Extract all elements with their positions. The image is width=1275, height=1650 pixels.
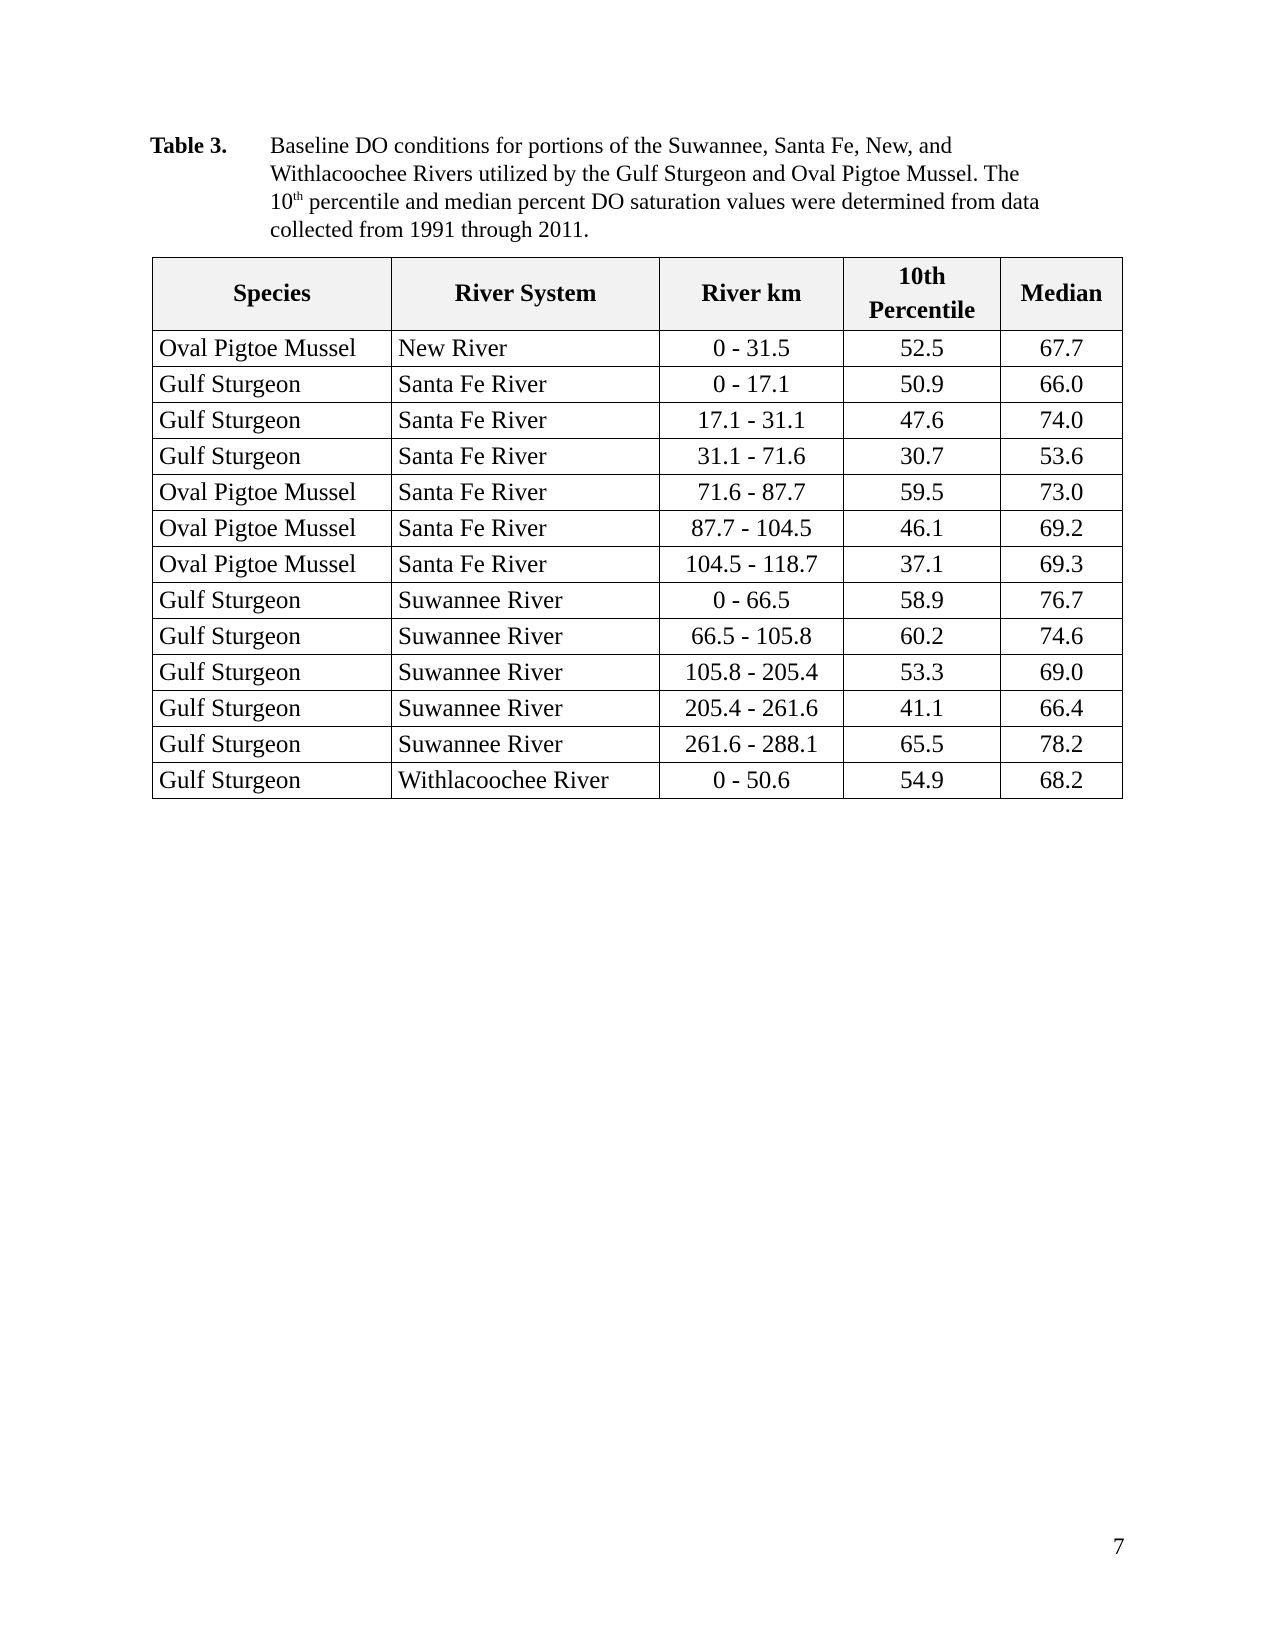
cell-species: Gulf Sturgeon xyxy=(153,763,392,799)
cell-river-km: 17.1 - 31.1 xyxy=(660,403,844,439)
cell-species: Oval Pigtoe Mussel xyxy=(153,331,392,367)
cell-species: Gulf Sturgeon xyxy=(153,367,392,403)
table-row xyxy=(153,547,1123,583)
table-caption-text xyxy=(270,132,1130,244)
table-row xyxy=(153,763,1123,799)
cell-species: Gulf Sturgeon xyxy=(153,403,392,439)
cell-species: Gulf Sturgeon xyxy=(153,439,392,475)
cell-river-system: Suwannee River xyxy=(392,583,660,619)
caption-line xyxy=(270,188,1130,216)
cell-median: 66.4 xyxy=(1001,691,1123,727)
table-row xyxy=(153,655,1123,691)
header-10th-percentile xyxy=(844,258,1001,331)
cell-river-system: Suwannee River xyxy=(392,655,660,691)
cell-river-km: 31.1 - 71.6 xyxy=(660,439,844,475)
cell-10th-percentile: 30.7 xyxy=(844,439,1001,475)
table-row xyxy=(153,619,1123,655)
cell-10th-percentile: 52.5 xyxy=(844,331,1001,367)
cell-river-system: Santa Fe River xyxy=(392,511,660,547)
do-conditions-table xyxy=(152,257,1123,799)
cell-median: 69.2 xyxy=(1001,511,1123,547)
cell-river-system: Suwannee River xyxy=(392,727,660,763)
table-row xyxy=(153,727,1123,763)
table-caption-label: Table 3. xyxy=(150,133,228,158)
table-row xyxy=(153,331,1123,367)
caption-line: Withlacoochee Rivers utilized by the Gulf Sturgeon and Oval Pigtoe Mussel. The xyxy=(270,161,1020,186)
table-row xyxy=(153,691,1123,727)
cell-river-km: 0 - 66.5 xyxy=(660,583,844,619)
cell-median: 66.0 xyxy=(1001,367,1123,403)
table-row xyxy=(153,439,1123,475)
cell-species: Oval Pigtoe Mussel xyxy=(153,547,392,583)
cell-species: Oval Pigtoe Mussel xyxy=(153,511,392,547)
cell-10th-percentile: 53.3 xyxy=(844,655,1001,691)
cell-species: Gulf Sturgeon xyxy=(153,691,392,727)
cell-median: 53.6 xyxy=(1001,439,1123,475)
table-row xyxy=(153,367,1123,403)
cell-river-system: Withlacoochee River xyxy=(392,763,660,799)
table-row xyxy=(153,475,1123,511)
cell-species: Gulf Sturgeon xyxy=(153,655,392,691)
cell-river-system: New River xyxy=(392,331,660,367)
cell-median: 73.0 xyxy=(1001,475,1123,511)
cell-river-km: 71.6 - 87.7 xyxy=(660,475,844,511)
cell-river-km: 87.7 - 104.5 xyxy=(660,511,844,547)
cell-median: 67.7 xyxy=(1001,331,1123,367)
table-row xyxy=(153,511,1123,547)
caption-number: 10 xyxy=(270,189,293,214)
header-river-km: River km xyxy=(660,258,844,331)
cell-10th-percentile: 54.9 xyxy=(844,763,1001,799)
cell-river-km: 0 - 50.6 xyxy=(660,763,844,799)
table-body xyxy=(153,331,1123,799)
table-row xyxy=(153,583,1123,619)
cell-10th-percentile: 46.1 xyxy=(844,511,1001,547)
header-10th-percentile-line2: Percentile xyxy=(868,297,976,324)
page-number: 7 xyxy=(1113,1534,1125,1559)
cell-10th-percentile: 37.1 xyxy=(844,547,1001,583)
table-row xyxy=(153,403,1123,439)
caption-line: Baseline DO conditions for portions of the Suwannee, Santa Fe, New, and xyxy=(270,133,952,158)
cell-river-km: 205.4 - 261.6 xyxy=(660,691,844,727)
header-median: Median xyxy=(1001,258,1123,331)
cell-10th-percentile: 58.9 xyxy=(844,583,1001,619)
cell-river-km: 0 - 31.5 xyxy=(660,331,844,367)
cell-river-km: 0 - 17.1 xyxy=(660,367,844,403)
cell-species: Gulf Sturgeon xyxy=(153,583,392,619)
cell-river-system: Santa Fe River xyxy=(392,367,660,403)
cell-median: 76.7 xyxy=(1001,583,1123,619)
cell-median: 74.0 xyxy=(1001,403,1123,439)
cell-species: Gulf Sturgeon xyxy=(153,619,392,655)
cell-median: 69.0 xyxy=(1001,655,1123,691)
cell-river-system: Suwannee River xyxy=(392,619,660,655)
cell-10th-percentile: 59.5 xyxy=(844,475,1001,511)
header-species: Species xyxy=(153,258,392,331)
cell-river-km: 261.6 - 288.1 xyxy=(660,727,844,763)
caption-superscript: th xyxy=(293,188,304,203)
caption-line: collected from 1991 through 2011. xyxy=(270,217,590,242)
cell-median: 74.6 xyxy=(1001,619,1123,655)
table-caption xyxy=(150,132,1130,244)
table-header-row xyxy=(153,258,1123,331)
cell-river-km: 104.5 - 118.7 xyxy=(660,547,844,583)
cell-river-km: 105.8 - 205.4 xyxy=(660,655,844,691)
cell-species: Oval Pigtoe Mussel xyxy=(153,475,392,511)
cell-median: 68.2 xyxy=(1001,763,1123,799)
cell-10th-percentile: 50.9 xyxy=(844,367,1001,403)
cell-river-system: Santa Fe River xyxy=(392,475,660,511)
cell-river-system: Suwannee River xyxy=(392,691,660,727)
header-10th-percentile-line1: 10th xyxy=(898,263,946,290)
cell-species: Gulf Sturgeon xyxy=(153,727,392,763)
header-river-system: River System xyxy=(392,258,660,331)
cell-median: 78.2 xyxy=(1001,727,1123,763)
cell-10th-percentile: 60.2 xyxy=(844,619,1001,655)
cell-river-system: Santa Fe River xyxy=(392,547,660,583)
cell-median: 69.3 xyxy=(1001,547,1123,583)
caption-line-text: percentile and median percent DO saturation values were determined from data xyxy=(303,189,1040,214)
cell-river-km: 66.5 - 105.8 xyxy=(660,619,844,655)
cell-10th-percentile: 65.5 xyxy=(844,727,1001,763)
cell-10th-percentile: 41.1 xyxy=(844,691,1001,727)
cell-river-system: Santa Fe River xyxy=(392,403,660,439)
cell-10th-percentile: 47.6 xyxy=(844,403,1001,439)
cell-river-system: Santa Fe River xyxy=(392,439,660,475)
